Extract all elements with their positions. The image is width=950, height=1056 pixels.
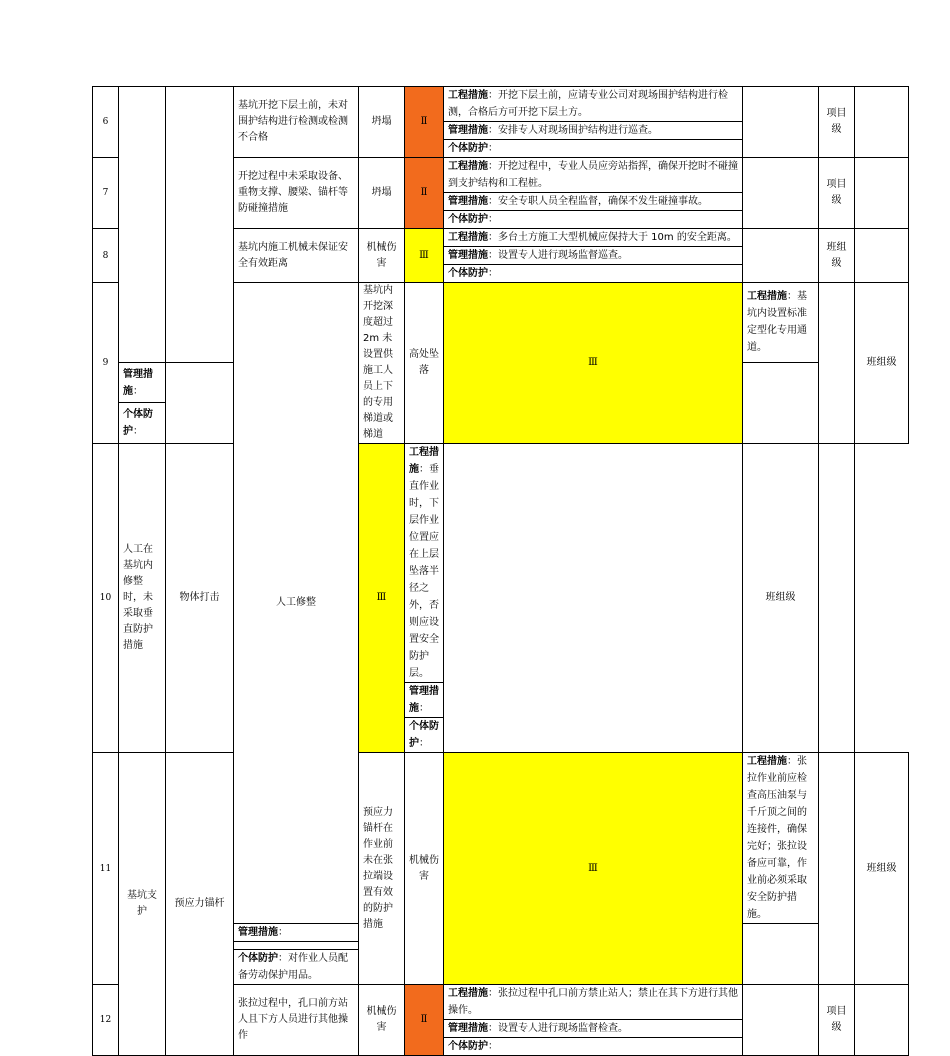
row-number: 9 (93, 283, 119, 444)
management-measure: 管理措施：设置专人进行现场监督检查。 (444, 1020, 743, 1038)
accident-type: 机械伤害 (359, 229, 405, 283)
row-number: 10 (93, 444, 119, 753)
ppe-measure: 个体防护： (444, 1038, 743, 1056)
blank-cell (444, 444, 743, 753)
row-number: 6 (93, 87, 119, 158)
hazard-description: 基坑开挖下层土前，未对围护结构进行检测或检测不合格 (234, 87, 359, 158)
engineering-measure: 工程措施：多台土方施工大型机械应保持大于 10m 的安全距离。 (444, 229, 743, 247)
responsible-cell (855, 229, 909, 283)
hazard-description: 张拉过程中，孔口前方站人且下方人员进行其他操作 (234, 985, 359, 1056)
control-level: 项目级 (819, 158, 855, 229)
hazard-description: 人工在基坑内修整时，未采取垂直防护措施 (119, 444, 166, 753)
blank-cell (743, 229, 819, 283)
category-pit-support: 基坑支护 (119, 753, 166, 1056)
blank-cell (819, 283, 855, 444)
control-level: 班组级 (819, 229, 855, 283)
engineering-measure: 工程措施：开挖过程中，专业人员应旁站指挥，确保开挖时不碰撞到支护结构和工程桩。 (444, 158, 743, 193)
management-measure: 管理措施： (234, 924, 359, 942)
responsible-cell (855, 158, 909, 229)
ppe-measure: 个体防护： (444, 265, 743, 283)
activity-manual-trim: 人工修整 (234, 283, 359, 924)
ppe-measure: 个体防护： (119, 403, 166, 444)
activity-cell-empty (166, 87, 234, 363)
management-measure: 管理措施：安全专职人员全程监督，确保不发生碰撞事故。 (444, 193, 743, 211)
row-number: 8 (93, 229, 119, 283)
management-measure: 管理措施： (405, 683, 444, 718)
responsible-cell (819, 444, 855, 753)
accident-type: 机械伤害 (359, 985, 405, 1056)
engineering-measure: 工程措施：开挖下层土前，应请专业公司对现场围护结构进行检测，合格后方可开挖下层土方。 (444, 87, 743, 122)
ppe-measure: 个体防护： (444, 211, 743, 229)
spacer-cell (234, 942, 359, 950)
blank-cell (743, 985, 819, 1056)
engineering-measure: 工程措施：张拉作业前应检查高压油泵与千斤顶之间的连接件，确保完好；张拉设备应可靠，作业前必须采取安全防护措施。 (743, 753, 819, 924)
risk-level-badge: Ⅱ (405, 87, 444, 158)
management-measure: 管理措施： (119, 362, 166, 403)
engineering-measure: 工程措施：垂直作业时，下层作业位置应在上层坠落半径之外，否则应设置安全防护层。 (405, 444, 444, 683)
row-number: 11 (93, 753, 119, 985)
risk-level-badge: Ⅱ (405, 985, 444, 1056)
control-level: 项目级 (819, 87, 855, 158)
risk-table (92, 86, 909, 1056)
blank-cell (819, 753, 855, 985)
row-number: 12 (93, 985, 119, 1056)
accident-type: 物体打击 (166, 444, 234, 753)
risk-level-badge: Ⅲ (405, 229, 444, 283)
category-cell-empty (119, 87, 166, 363)
control-level: 班组级 (743, 444, 819, 753)
ppe-measure: 个体防护：对作业人员配备劳动保护用品。 (234, 950, 359, 985)
management-measure: 管理措施：设置专人进行现场监督巡查。 (444, 247, 743, 265)
control-level: 项目级 (819, 985, 855, 1056)
blank-cell (743, 158, 819, 229)
risk-level-badge: Ⅲ (359, 444, 405, 753)
accident-type: 坍塌 (359, 158, 405, 229)
management-measure: 管理措施：安排专人对现场围护结构进行巡查。 (444, 122, 743, 140)
engineering-measure: 工程措施：张拉过程中孔口前方禁止站人；禁止在其下方进行其他操作。 (444, 985, 743, 1020)
accident-type: 机械伤害 (405, 753, 444, 985)
control-level: 班组级 (855, 753, 909, 985)
risk-level-badge: Ⅱ (405, 158, 444, 229)
responsible-cell (855, 87, 909, 158)
hazard-description: 基坑内施工机械未保证安全有效距离 (234, 229, 359, 283)
accident-type: 坍塌 (359, 87, 405, 158)
hazard-description: 开挖过程中未采取设备、重物支撑、腰梁、锚杆等防碰撞措施 (234, 158, 359, 229)
responsible-cell (855, 985, 909, 1056)
risk-level-badge: Ⅲ (444, 283, 743, 444)
activity-prestressed-anchor: 预应力锚杆 (166, 753, 234, 1056)
hazard-description: 基坑内开挖深度超过 2m 未设置供施工人员上下的专用梯道或梯道 (359, 283, 405, 444)
ppe-measure: 个体防护： (444, 140, 743, 158)
risk-level-badge: Ⅲ (444, 753, 743, 985)
accident-type: 高处坠落 (405, 283, 444, 444)
engineering-measure: 工程措施：基坑内设置标准定型化专用通道。 (743, 283, 819, 363)
hazard-description: 预应力锚杆在作业前未在张拉端设置有效的防护措施 (359, 753, 405, 985)
ppe-measure: 个体防护： (405, 718, 444, 753)
control-level: 班组级 (855, 283, 909, 444)
row-number: 7 (93, 158, 119, 229)
blank-cell (743, 87, 819, 158)
